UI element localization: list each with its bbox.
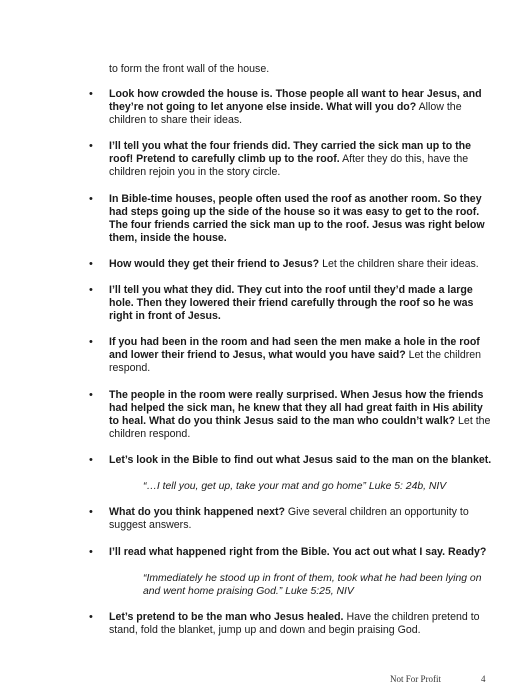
item-normal-text: After they do this, have the children rejoin you in the story circle. xyxy=(109,153,469,179)
bullet-icon: • xyxy=(89,545,93,558)
list-item xyxy=(0,454,532,493)
bullet-icon: • xyxy=(89,336,93,349)
item-bold-text: In Bible-time houses, people often used the roof as another room. So they had steps going up the side of the house so it was easy to get to the roof. The four friends carried the sick man up to the roof. Jesus was right below them, inside the house. xyxy=(109,192,485,244)
item-bold-text: Let’s pretend to be the man who Jesus healed. xyxy=(109,610,344,623)
list-item xyxy=(0,389,532,441)
list-item xyxy=(0,546,532,598)
list-item xyxy=(0,140,532,179)
item-bold-text: If you had been in the room and had seen the men make a hole in the roof and lower their friend to Jesus, what would you have said? xyxy=(109,336,480,362)
bullet-icon: • xyxy=(89,284,93,297)
item-normal-text: Let the children respond. xyxy=(109,414,491,440)
footer-label: Not For Profit xyxy=(390,674,442,684)
list-item xyxy=(0,611,532,637)
lead-paragraph: to form the front wall of the house. xyxy=(109,63,270,75)
item-bold-text: What do you think happened next? xyxy=(109,506,285,519)
bullet-icon: • xyxy=(89,506,93,519)
list-item xyxy=(0,88,532,127)
bullet-icon: • xyxy=(89,257,93,270)
page-number: 4 xyxy=(481,674,486,684)
item-bold-text: How would they get their friend to Jesus? xyxy=(109,257,320,270)
item-bold-text: Let’s look in the Bible to find out what Jesus said to the man on the blanket. xyxy=(109,454,492,467)
bullet-icon: • xyxy=(89,454,93,467)
list-item xyxy=(0,336,532,375)
item-normal-text: Let the children share their ideas. xyxy=(319,257,479,270)
bullet-icon: • xyxy=(89,140,93,153)
list-item xyxy=(0,258,532,271)
bullet-icon: • xyxy=(89,388,93,401)
item-bold-text: I’ll tell you what the four friends did. They carried the sick man up to the roof! Pretend to carefully climb up to the roof. xyxy=(109,140,472,166)
item-bold-text: The people in the room were really surprised. When Jesus how the friends had helped the sick man, he knew that they all had great faith in His ability to heal. What do you think Jesus said to the man who couldn’t walk? xyxy=(109,388,484,427)
list-item xyxy=(0,193,532,245)
item-normal-text: Allow the children to share their ideas. xyxy=(109,101,462,126)
page-footer xyxy=(390,674,486,684)
item-bold-text: I’ll read what happened right from the Bible. You act out what I say. Ready? xyxy=(109,545,487,558)
list-item xyxy=(0,506,532,532)
scripture-quote: “…I tell you, get up, take your mat and go home” Luke 5: 24b, NIV xyxy=(143,481,447,493)
lesson-list xyxy=(0,88,532,650)
list-item xyxy=(0,284,532,323)
bullet-icon: • xyxy=(89,610,93,623)
item-normal-text: Have the children pretend to stand, fold the blanket, jump up and down and begin praising God. xyxy=(109,610,480,636)
bullet-icon: • xyxy=(89,88,93,100)
item-normal-text: Give several children an opportunity to suggest answers. xyxy=(109,506,469,532)
scripture-quote: “Immediately he stood up in front of them, took what he had been lying on and went home praising God.” Luke 5:25, NIV xyxy=(143,572,482,597)
bullet-icon: • xyxy=(89,192,93,205)
item-bold-text: I’ll tell you what they did. They cut into the roof until they’d made a large hole. Then they lowered their friend carefully through the roof so he was right in front of Jesus. xyxy=(109,284,474,323)
item-bold-text: Look how crowded the house is. Those people all want to hear Jesus, and they’re not going to let anyone else inside. What will you do? xyxy=(109,88,482,113)
item-normal-text: Let the children respond. xyxy=(109,349,482,375)
